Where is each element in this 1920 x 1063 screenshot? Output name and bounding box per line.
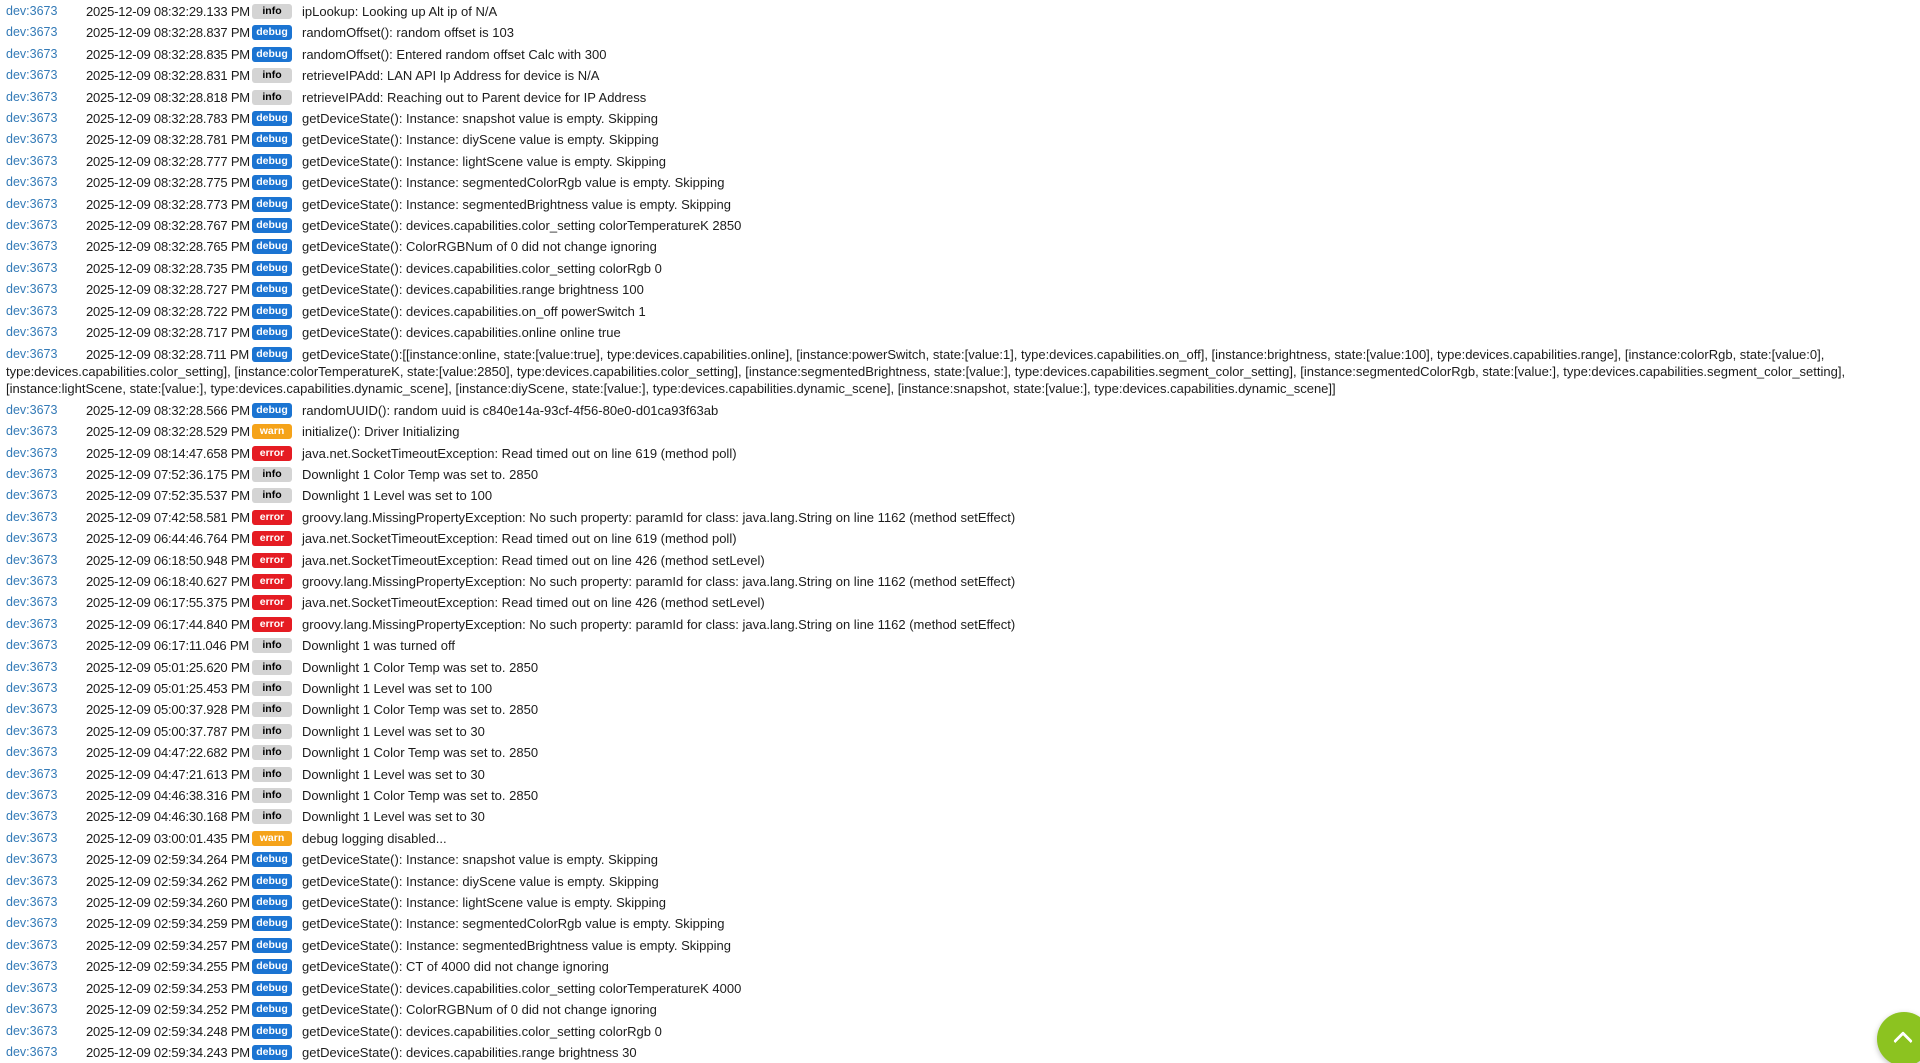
device-link[interactable]: dev:3673 — [6, 809, 58, 824]
log-row — [6, 1021, 1920, 1042]
device-link[interactable]: dev:3673 — [6, 766, 58, 781]
log-row — [6, 322, 1920, 343]
device-link[interactable]: dev:3673 — [6, 68, 58, 83]
log-level-badge: debug — [252, 1045, 292, 1060]
device-link[interactable]: dev:3673 — [6, 573, 58, 588]
log-timestamp: 2025-12-09 08:32:28.773 PM — [86, 196, 250, 212]
log-timestamp: 2025-12-09 06:18:40.627 PM — [86, 573, 250, 589]
log-timestamp: 2025-12-09 02:59:34.259 PM — [86, 916, 250, 932]
log-timestamp: 2025-12-09 05:01:25.453 PM — [86, 681, 250, 696]
chevron-up-icon — [1893, 1031, 1913, 1051]
log-message: getDeviceState(): devices.capabilities.color_setting colorTemperatureK 4000 — [302, 980, 742, 996]
log-timestamp: 2025-12-09 08:32:28.831 PM — [86, 68, 250, 84]
log-message: initialize(): Driver Initializing — [302, 424, 460, 440]
log-timestamp: 2025-12-09 08:32:28.722 PM — [86, 303, 250, 319]
log-message: retrieveIPAdd: LAN API Ip Address for device is N/A — [302, 68, 600, 84]
log-level-badge: debug — [252, 175, 292, 190]
device-link[interactable]: dev:3673 — [6, 916, 58, 931]
log-timestamp: 2025-12-09 08:32:28.529 PM — [86, 424, 250, 440]
device-link[interactable]: dev:3673 — [6, 175, 58, 190]
log-message: getDeviceState(): devices.capabilities.color_setting colorTemperatureK 2850 — [302, 218, 742, 234]
log-timestamp: 2025-12-09 07:52:36.175 PM — [86, 466, 250, 482]
device-link[interactable]: dev:3673 — [6, 959, 58, 974]
log-timestamp: 2025-12-09 08:32:28.735 PM — [86, 260, 250, 276]
log-level-badge: info — [252, 788, 292, 803]
log-timestamp: 2025-12-09 02:59:34.262 PM — [86, 873, 250, 889]
device-link[interactable]: dev:3673 — [6, 830, 58, 845]
log-level-badge: debug — [252, 1024, 292, 1039]
log-message: getDeviceState(): devices.capabilities.color_setting colorRgb 0 — [302, 260, 662, 276]
log-level-badge: info — [252, 767, 292, 782]
log-message: getDeviceState(): Instance: lightScene value is empty. Skipping — [302, 895, 666, 911]
device-link[interactable]: dev:3673 — [6, 659, 58, 674]
log-timestamp: 2025-12-09 05:00:37.928 PM — [86, 702, 250, 718]
log-message: Downlight 1 Level was set to 30 — [302, 809, 485, 825]
device-link[interactable]: dev:3673 — [6, 509, 58, 524]
device-link[interactable]: dev:3673 — [6, 681, 58, 695]
log-timestamp: 2025-12-09 04:47:21.613 PM — [86, 766, 250, 782]
log-message: Downlight 1 was turned off — [302, 638, 455, 654]
log-row — [6, 1042, 1920, 1063]
device-link[interactable]: dev:3673 — [6, 466, 58, 481]
log-timestamp: 2025-12-09 08:32:28.783 PM — [86, 111, 250, 127]
log-row — [6, 344, 1920, 400]
log-message: getDeviceState(): CT of 4000 did not change ignoring — [302, 959, 609, 975]
log-message: getDeviceState(): ColorRGBNum of 0 did not change ignoring — [302, 1002, 657, 1018]
device-link[interactable]: dev:3673 — [6, 531, 58, 546]
log-level-badge: debug — [252, 25, 292, 40]
log-row — [6, 507, 1920, 528]
device-link[interactable]: dev:3673 — [6, 1023, 58, 1038]
log-level-badge: info — [252, 681, 292, 696]
log-row — [6, 400, 1920, 421]
log-level-badge: info — [252, 638, 292, 653]
log-level-badge: debug — [252, 304, 292, 319]
log-row — [6, 87, 1920, 108]
log-level-badge: debug — [252, 347, 292, 362]
device-link[interactable]: dev:3673 — [6, 723, 58, 738]
log-level-badge: info — [252, 660, 292, 675]
log-row — [6, 956, 1920, 977]
log-timestamp: 2025-12-09 06:18:50.948 PM — [86, 552, 250, 568]
log-message: getDeviceState(): ColorRGBNum of 0 did not change ignoring — [302, 239, 657, 255]
log-level-badge: debug — [252, 197, 292, 212]
log-row — [6, 785, 1920, 806]
log-timestamp: 2025-12-09 06:17:44.840 PM — [86, 616, 250, 632]
log-row — [6, 485, 1920, 506]
log-timestamp: 2025-12-09 08:32:28.781 PM — [86, 132, 250, 148]
log-timestamp: 2025-12-09 03:00:01.435 PM — [86, 830, 250, 846]
log-message: java.net.SocketTimeoutException: Read timed out on line 426 (method setLevel) — [302, 595, 765, 611]
device-link[interactable]: dev:3673 — [6, 153, 58, 168]
log-row — [6, 571, 1920, 592]
log-level-badge: debug — [252, 1002, 292, 1017]
log-level-badge: debug — [252, 132, 292, 147]
log-row — [6, 871, 1920, 892]
log-row — [6, 935, 1920, 956]
device-link[interactable]: dev:3673 — [6, 4, 58, 18]
log-timestamp: 2025-12-09 08:32:28.711 PM — [86, 346, 249, 362]
log-message: ipLookup: Looking up Alt ip of N/A — [302, 4, 498, 19]
log-timestamp: 2025-12-09 05:00:37.787 PM — [86, 723, 250, 739]
log-timestamp: 2025-12-09 02:59:34.243 PM — [86, 1044, 250, 1060]
device-link[interactable]: dev:3673 — [6, 424, 58, 439]
log-row — [6, 892, 1920, 913]
log-message: randomOffset(): random offset is 103 — [302, 25, 514, 41]
log-message: getDeviceState(): Instance: segmentedBrightness value is empty. Skipping — [302, 196, 731, 212]
log-row — [6, 194, 1920, 215]
log-timestamp: 2025-12-09 04:46:30.168 PM — [86, 809, 250, 825]
log-level-badge: error — [252, 617, 292, 632]
log-message: randomUUID(): random uuid is c840e14a-93cf-4f56-80e0-d01ca93f63ab — [302, 402, 719, 418]
device-link[interactable]: dev:3673 — [6, 788, 58, 803]
device-link[interactable]: dev:3673 — [6, 616, 58, 631]
log-level-badge: info — [252, 488, 292, 503]
log-timestamp: 2025-12-09 04:47:22.682 PM — [86, 745, 250, 761]
device-link[interactable]: dev:3673 — [6, 937, 58, 952]
log-row — [6, 635, 1920, 656]
log-level-badge: debug — [252, 282, 292, 297]
log-timestamp: 2025-12-09 08:32:28.775 PM — [86, 175, 250, 191]
device-link[interactable]: dev:3673 — [6, 1002, 58, 1017]
log-message: getDeviceState(): Instance: diyScene value is empty. Skipping — [302, 132, 659, 148]
log-timestamp: 2025-12-09 08:32:29.133 PM — [86, 4, 250, 19]
log-row — [6, 65, 1920, 86]
log-row — [6, 44, 1920, 65]
log-message: getDeviceState(): devices.capabilities.range brightness 30 — [302, 1044, 637, 1060]
log-row — [6, 108, 1920, 129]
device-link[interactable]: dev:3673 — [6, 111, 58, 126]
log-row — [6, 849, 1920, 870]
log-row — [6, 657, 1920, 678]
log-timestamp: 2025-12-09 08:32:28.727 PM — [86, 282, 250, 298]
log-level-badge: debug — [252, 239, 292, 254]
log-timestamp: 2025-12-09 06:17:55.375 PM — [86, 595, 250, 611]
log-level-badge: debug — [252, 111, 292, 126]
device-link[interactable]: dev:3673 — [6, 303, 58, 318]
device-link[interactable]: dev:3673 — [6, 25, 58, 40]
device-link[interactable]: dev:3673 — [6, 46, 58, 61]
log-row — [6, 913, 1920, 934]
log-message: getDeviceState(): Instance: segmentedBrightness value is empty. Skipping — [302, 937, 731, 953]
log-timestamp: 2025-12-09 02:59:34.257 PM — [86, 937, 250, 953]
log-timestamp: 2025-12-09 08:14:47.658 PM — [86, 445, 250, 461]
log-message: getDeviceState(): Instance: lightScene value is empty. Skipping — [302, 153, 666, 169]
log-level-badge: error — [252, 531, 292, 546]
log-level-badge: info — [252, 467, 292, 482]
log-level-badge: debug — [252, 403, 292, 418]
log-row — [6, 236, 1920, 257]
log-level-badge: debug — [252, 325, 292, 340]
log-level-badge: info — [252, 4, 292, 19]
log-row — [6, 806, 1920, 827]
device-link[interactable]: dev:3673 — [6, 745, 58, 760]
log-level-badge: info — [252, 702, 292, 717]
log-level-badge: info — [252, 68, 292, 83]
log-timestamp: 2025-12-09 05:01:25.620 PM — [86, 659, 250, 675]
log-message: groovy.lang.MissingPropertyException: No such property: paramId for class: java.lang.String on line 1162 (method setEffect) — [302, 509, 1016, 525]
log-timestamp: 2025-12-09 04:46:38.316 PM — [86, 788, 250, 804]
log-message: Downlight 1 Color Temp was set to. 2850 — [302, 788, 539, 804]
log-row — [6, 464, 1920, 485]
log-timestamp: 2025-12-09 08:32:28.765 PM — [86, 239, 250, 255]
log-row — [6, 443, 1920, 464]
device-link[interactable]: dev:3673 — [6, 196, 58, 211]
device-link[interactable]: dev:3673 — [6, 552, 58, 567]
log-message: getDeviceState(): Instance: snapshot value is empty. Skipping — [302, 852, 659, 868]
log-row — [6, 764, 1920, 785]
log-row — [6, 129, 1920, 150]
device-link[interactable]: dev:3673 — [6, 595, 58, 610]
device-link[interactable]: dev:3673 — [6, 89, 58, 104]
log-timestamp: 2025-12-09 02:59:34.264 PM — [86, 852, 250, 868]
device-link[interactable]: dev:3673 — [6, 325, 58, 340]
log-message: getDeviceState(): devices.capabilities.color_setting colorRgb 0 — [302, 1023, 662, 1039]
log-row — [6, 22, 1920, 43]
log-row — [6, 550, 1920, 571]
log-timestamp: 2025-12-09 02:59:34.248 PM — [86, 1023, 250, 1039]
log-timestamp: 2025-12-09 08:32:28.835 PM — [86, 46, 250, 62]
log-message: Downlight 1 Color Temp was set to. 2850 — [302, 745, 539, 761]
log-level-badge: error — [252, 510, 292, 525]
log-level-badge: warn — [252, 831, 292, 846]
log-row — [6, 978, 1920, 999]
device-link[interactable]: dev:3673 — [6, 218, 58, 233]
log-level-badge: warn — [252, 424, 292, 439]
log-row — [6, 258, 1920, 279]
scroll-to-top-button[interactable] — [1877, 1012, 1920, 1063]
log-timestamp: 2025-12-09 02:59:34.252 PM — [86, 1002, 250, 1018]
log-level-badge: debug — [252, 218, 292, 233]
log-message: Downlight 1 Color Temp was set to. 2850 — [302, 659, 539, 675]
device-link[interactable]: dev:3673 — [6, 980, 58, 995]
log-message: getDeviceState(): Instance: diyScene value is empty. Skipping — [302, 873, 659, 889]
log-timestamp: 2025-12-09 08:32:28.818 PM — [86, 89, 250, 105]
log-row — [6, 699, 1920, 720]
log-message: Downlight 1 Level was set to 100 — [302, 488, 493, 504]
log-level-badge: debug — [252, 852, 292, 867]
log-level-badge: debug — [252, 874, 292, 889]
log-timestamp: 2025-12-09 08:32:28.717 PM — [86, 325, 250, 341]
log-message: groovy.lang.MissingPropertyException: No such property: paramId for class: java.lang.String on line 1162 (method setEffect) — [302, 573, 1016, 589]
log-message: getDeviceState(): Instance: segmentedColorRgb value is empty. Skipping — [302, 916, 725, 932]
log-row — [6, 528, 1920, 549]
device-link[interactable]: dev:3673 — [6, 346, 58, 361]
log-message: Downlight 1 Level was set to 30 — [302, 723, 485, 739]
log-row — [6, 1, 1920, 22]
log-message: Downlight 1 Color Temp was set to. 2850 — [302, 466, 539, 482]
log-row — [6, 301, 1920, 322]
log-message: getDeviceState():[[instance:online, state:[value:true], type:devices.capabilities.online], [instance:powerSwitch, state:[value:1], type:devices.capabilities.on_off], [instance:brightness, state:[value:100], type:devices.capabilities.range], [instance:colorRgb, state:[value:0], type:devices.capabilities.color_setting], [instance:colorTemperatureK, state:[value:2850], type:devices.capabilities.color_setting], [instance:segmentedBrightness, state:[value:], type:devices.capabilities.segment_color_setting], [instance:segmentedColorRgb, state:[value:], type:devices.capabilities.segment_color_setting], [instance:lightScene, state:[value:], type:devices.capabilities.dynamic_scene], [instance:diyScene, state:[value:], type:devices.capabilities.dynamic_scene], [instance:snapshot, state:[value:], type:devices.capabilities.dynamic_scene]] — [6, 346, 1846, 397]
log-row — [6, 678, 1920, 699]
log-level-badge: debug — [252, 154, 292, 169]
log-level-badge: debug — [252, 895, 292, 910]
log-level-badge: debug — [252, 916, 292, 931]
log-message: java.net.SocketTimeoutException: Read timed out on line 426 (method setLevel) — [302, 552, 765, 568]
log-message: randomOffset(): Entered random offset Calc with 300 — [302, 46, 607, 62]
log-timestamp: 2025-12-09 08:32:28.767 PM — [86, 218, 250, 234]
log-timestamp: 2025-12-09 02:59:34.255 PM — [86, 959, 250, 975]
log-level-badge: info — [252, 745, 292, 760]
log-level-badge: error — [252, 574, 292, 589]
log-level-badge: info — [252, 90, 292, 105]
log-row — [6, 172, 1920, 193]
log-row — [6, 721, 1920, 742]
log-level-badge: error — [252, 595, 292, 610]
log-level-badge: debug — [252, 938, 292, 953]
device-link[interactable]: dev:3673 — [6, 702, 58, 717]
device-link[interactable]: dev:3673 — [6, 445, 58, 460]
log-message: retrieveIPAdd: Reaching out to Parent device for IP Address — [302, 89, 647, 105]
log-level-badge: debug — [252, 981, 292, 996]
log-message: Downlight 1 Level was set to 30 — [302, 766, 485, 782]
log-message: java.net.SocketTimeoutException: Read timed out on line 619 (method poll) — [302, 531, 737, 547]
log-row — [6, 828, 1920, 849]
device-link[interactable]: dev:3673 — [6, 1044, 58, 1059]
log-level-badge: debug — [252, 47, 292, 62]
log-timestamp: 2025-12-09 06:17:11.046 PM — [86, 638, 249, 654]
log-row — [6, 421, 1920, 442]
log-timestamp: 2025-12-09 08:32:28.566 PM — [86, 402, 250, 418]
log-timestamp: 2025-12-09 08:32:28.837 PM — [86, 25, 250, 41]
log-level-badge: info — [252, 809, 292, 824]
log-level-badge: debug — [252, 959, 292, 974]
log-timestamp: 2025-12-09 07:42:58.581 PM — [86, 509, 250, 525]
log-timestamp: 2025-12-09 02:59:34.253 PM — [86, 980, 250, 996]
log-row — [6, 592, 1920, 613]
log-message: groovy.lang.MissingPropertyException: No such property: paramId for class: java.lang.String on line 1162 (method setEffect) — [302, 616, 1016, 632]
device-link[interactable]: dev:3673 — [6, 488, 58, 503]
device-link[interactable]: dev:3673 — [6, 282, 58, 297]
log-timestamp: 2025-12-09 02:59:34.260 PM — [86, 895, 250, 911]
device-link[interactable]: dev:3673 — [6, 402, 58, 417]
log-row — [6, 279, 1920, 300]
log-message: getDeviceState(): Instance: snapshot value is empty. Skipping — [302, 111, 659, 127]
log-message: getDeviceState(): devices.capabilities.on_off powerSwitch 1 — [302, 303, 646, 319]
log-row — [6, 999, 1920, 1020]
log-level-badge: info — [252, 724, 292, 739]
device-link[interactable]: dev:3673 — [6, 852, 58, 867]
log-timestamp: 2025-12-09 08:32:28.777 PM — [86, 153, 250, 169]
log-message: getDeviceState(): Instance: segmentedColorRgb value is empty. Skipping — [302, 175, 725, 191]
device-link[interactable]: dev:3673 — [6, 873, 58, 888]
log-row — [6, 742, 1920, 763]
log-timestamp: 2025-12-09 07:52:35.537 PM — [86, 488, 250, 504]
device-link[interactable]: dev:3673 — [6, 132, 58, 147]
log-row — [6, 614, 1920, 635]
device-link[interactable]: dev:3673 — [6, 260, 58, 275]
device-link[interactable]: dev:3673 — [6, 239, 58, 254]
log-message: java.net.SocketTimeoutException: Read timed out on line 619 (method poll) — [302, 445, 737, 461]
log-message: getDeviceState(): devices.capabilities.online online true — [302, 325, 621, 341]
log-level-badge: debug — [252, 261, 292, 276]
log-row — [6, 215, 1920, 236]
log-message: getDeviceState(): devices.capabilities.range brightness 100 — [302, 282, 644, 298]
log-message: Downlight 1 Level was set to 100 — [302, 681, 493, 696]
log-message: debug logging disabled... — [302, 830, 447, 846]
device-link[interactable]: dev:3673 — [6, 895, 58, 910]
log-level-badge: error — [252, 553, 292, 568]
log-timestamp: 2025-12-09 06:44:46.764 PM — [86, 531, 250, 547]
device-link[interactable]: dev:3673 — [6, 638, 58, 653]
log-message: Downlight 1 Color Temp was set to. 2850 — [302, 702, 539, 718]
log-row — [6, 151, 1920, 172]
log-level-badge: error — [252, 446, 292, 461]
